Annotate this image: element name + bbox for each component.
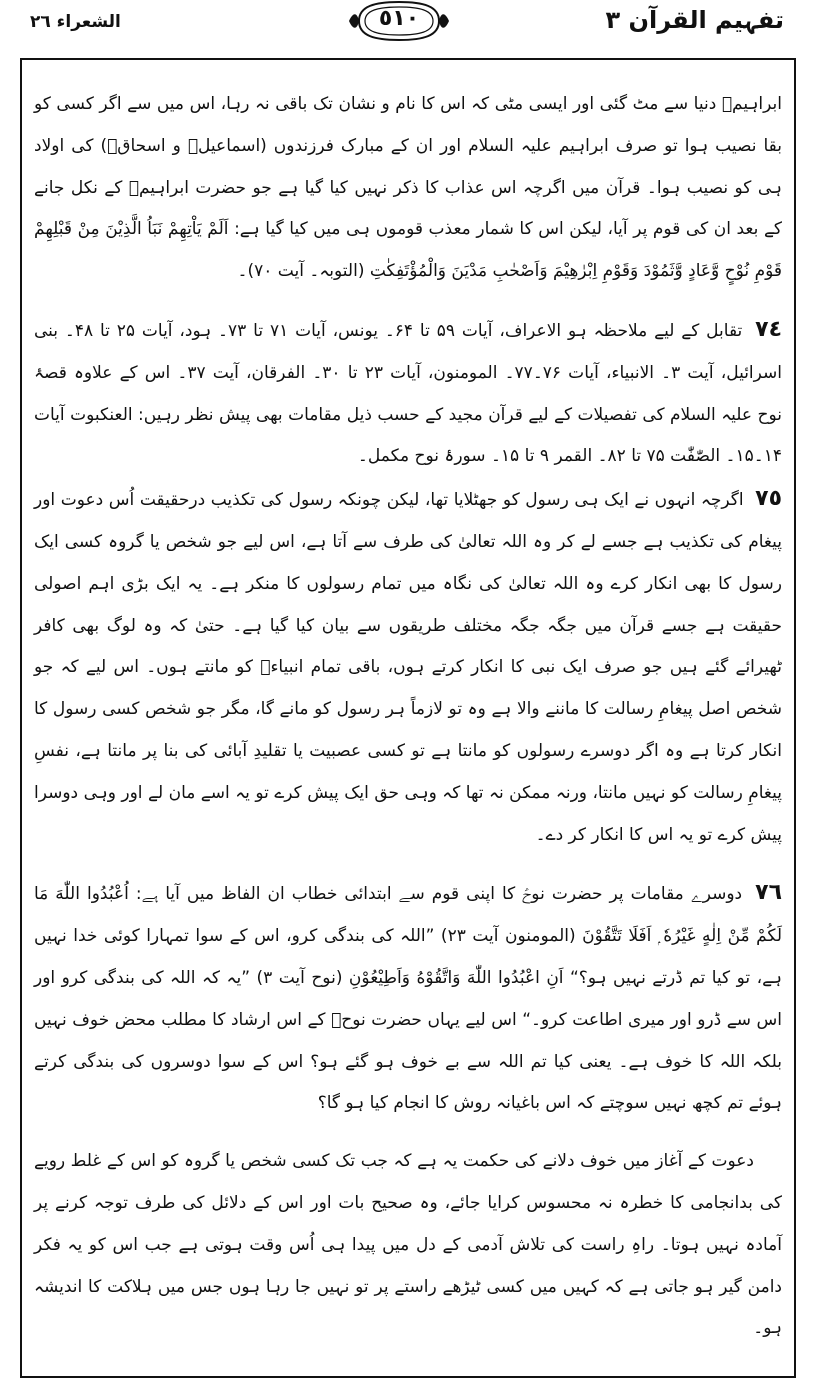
footnote-number: ٧٦ — [755, 880, 783, 906]
page-header — [0, 0, 816, 50]
paragraph-text: دعوت کے آغاز میں خوف دلانے کی حکمت یہ ہے کہ جب تک کسی شخص یا گروہ کو اس کے غلط رویے کی بدانجامی کا خطرہ نہ محسوس کرایا جائے، وہ صحیح بات اور اس کے دلائل کی طرف توجہ کرنے پر آمادہ نہیں ہوتا۔ راہِ راست کی تلاش آدمی کے دل میں پیدا ہی اُس وقت ہوتی ہے جب اس کو یہ فکر دامن گیر ہو جاتی ہے کہ کہیں میں کسی ٹیڑھے راستے پر تو نہیں جا رہا ہوں جس میں ہلاکت کا اندیشہ ہو۔ — [34, 1151, 782, 1339]
footnote-76 — [34, 872, 782, 1125]
footnote-number: ٧٤ — [755, 316, 783, 342]
paragraph-text: ابراہیمؑ دنیا سے مٹ گئی اور ایسی مٹی کہ اس کا نام و نشان تک باقی نہ رہا، اس میں سے اگر کسی کو بقا نصیب ہوا تو صرف ابراہیم علیہ السلام اور ان کے مبارک فرزندوں (اسماعیلؑ و اسحاقؑ) کی اولاد ہی کو نصیب ہوا۔ قرآن میں اگرچہ اس عذاب کا ذکر نہیں کیا گیا ہے جو حضرت ابراہیمؑ کے نکل جانے کے بعد ان کی قوم پر آیا، لیکن اس کا شمار معذب قوموں ہی میں کیا گیا ہے: اَلَمْ یَاْتِهِمْ نَبَاُ الَّذِیْنَ مِنْ قَبْلِهِمْ قَوْمِ نُوْحٍ وَّعَادٍ وَّثَمُوْدَ وَقَوْمِ اِبْرٰهِیْمَ وَاَصْحٰبِ مَدْیَنَ وَالْمُؤْتَفِكٰتِ (التوبہ۔ آیت ۷۰)۔ — [34, 94, 782, 282]
book-title-header: تفہیم القرآن ۳ — [605, 6, 784, 34]
footnote-74 — [34, 309, 782, 478]
footnote-text: تقابل کے لیے ملاحظہ ہو الاعراف، آیات ۵۹ تا ۶۴۔ یونس، آیات ۷۱ تا ۷۳۔ ہود، آیات ۲۵ تا ۴۸۔ بنی اسرائیل، آیت ۳۔ الانبیاء، آیات ۷۶۔۷۷۔ المومنون، آیات ۲۳ تا ۳۰۔ الفرقان، آیت ۳۷۔ اس کے علاوہ قصۂ نوح علیہ السلام کی تفصیلات کے لیے قرآن مجید کے حسب ذیل مقامات بھی پیش نظر رہیں: العنکبوت آیات ۱۴۔۱۵۔ الصّٰفّٰت ۷۵ تا ۸۲۔ القمر ۹ تا ۱۵۔ سورۂ نوح مکمل۔ — [34, 320, 782, 467]
surah-header: الشعراء ٢٦ — [30, 12, 121, 32]
paragraph-continued — [34, 84, 782, 293]
paragraph-final — [34, 1141, 782, 1350]
page-number: ٥١٠ — [378, 6, 420, 31]
footnote-75 — [34, 478, 782, 856]
commentary-body — [34, 84, 782, 1350]
footnote-number: ٧٥ — [755, 486, 783, 512]
footnote-text: اگرچہ انہوں نے ایک ہی رسول کو جھٹلایا تھا، لیکن چونکہ رسول کی تکذیب درحقیقت اُس دعوت اور پیغام کی تکذیب ہے جسے لے کر وہ اللہ تعالیٰ کی طرف سے آتا ہے، اس لیے جو شخص یا گروہ کسی ایک رسول کا بھی انکار کرے وہ اللہ تعالیٰ کی نگاہ میں تمام رسولوں کا منکر ہے۔ یہ ایک بڑی اہم اصولی حقیقت ہے جسے قرآن میں جگہ جگہ مختلف طریقوں سے بیان کیا گیا ہے۔ حتیٰ کہ وہ لوگ بھی کافر ٹھیرائے گئے ہیں جو صرف ایک نبی کا انکار کرتے ہوں، باقی تمام انبیاءؑ کو مانتے ہوں۔ اس لیے کہ جو شخص اصل پیغامِ رسالت کا ماننے والا ہے وہ تو لازماً ہر رسول کو مانے گا، مگر جو شخص کسی رسول کا انکار کرتا ہے وہ اگر دوسرے رسولوں کو مانتا ہے تو کسی عصبیت یا تقلیدِ آبائی کی بنا پر مانتا ہے، نفسِ پیغامِ رسالت کو نہیں مانتا، ورنہ ممکن نہ تھا کہ وہی حق ایک پیش کرے تو یہ اسے مان لے اور وہی دوسرا پیش کرے تو یہ اس کا انکار کر دے۔ — [34, 490, 782, 845]
footnote-text: دوسرے مقامات پر حضرت نوحؑ کا اپنی قوم سے ابتدائی خطاب ان الفاظ میں آیا ہے: اُعْبُدُوا اللّٰهَ مَا لَكُمْ مِّنْ اِلٰهٍ غَیْرُهٗ ۭ اَفَلَا تَتَّقُوْنَ (المومنون آیت ۲۳) ”اللہ کی بندگی کرو، اس کے سوا تمہارا کوئی خدا نہیں ہے، تو کیا تم ڈرتے نہیں ہو؟“ اَنِ اعْبُدُوا اللّٰهَ وَاتَّقُوْهُ وَاَطِیْعُوْنِ (نوح آیت ۳) ”یہ کہ اللہ کی بندگی کرو اور اس سے ڈرو اور میری اطاعت کرو۔“ اس لیے یہاں حضرت نوحؑ کے اس ارشاد کا مطلب محض خوف نہیں بلکہ اللہ کا خوف ہے۔ یعنی کیا تم اللہ سے بے خوف ہو گئے ہو؟ اس کے سوا دوسروں کی بندگی کرتے ہوئے تم کچھ نہیں سوچتے کہ اس باغیانہ روش کا انجام کیا ہو گا؟ — [34, 884, 782, 1114]
